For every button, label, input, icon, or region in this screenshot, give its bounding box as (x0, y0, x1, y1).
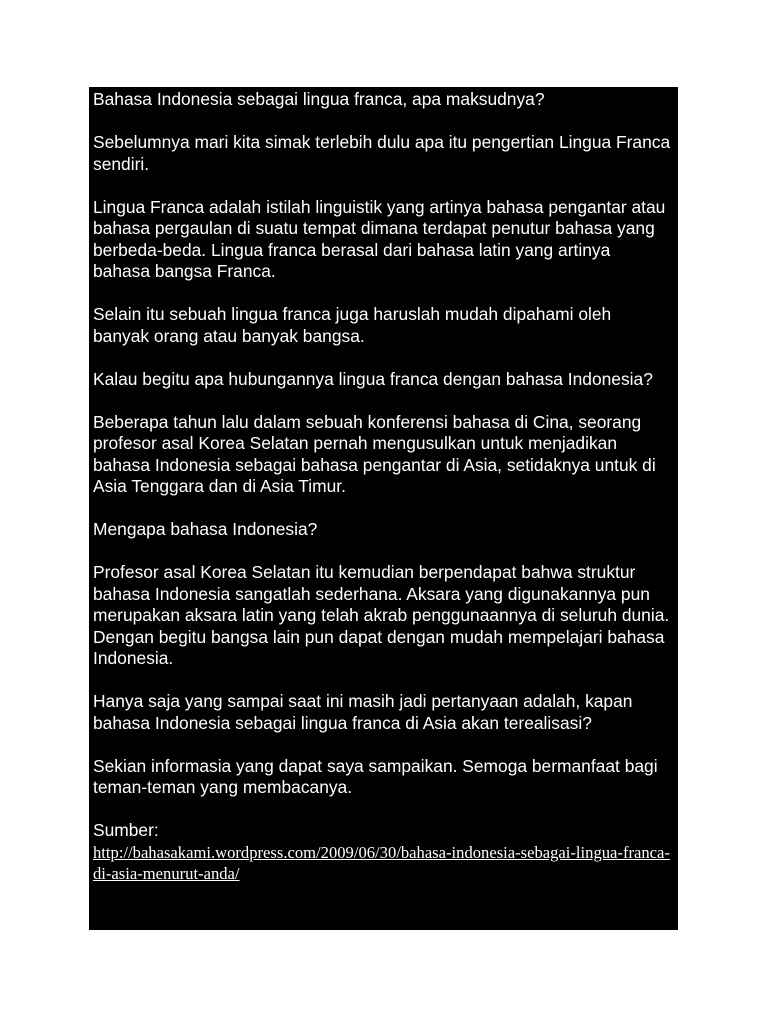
paragraph-closing: Sekian informasia yang dapat saya sampaikan. Semoga bermanfaat bagi teman-teman yang membacanya. (93, 755, 658, 797)
paragraph-open-question: Hanya saja yang sampai saat ini masih jadi pertanyaan adalah, kapan bahasa Indonesia sebagai lingua franca di Asia akan terealisasi? (93, 691, 633, 733)
paragraph-conference: Beberapa tahun lalu dalam sebuah konferensi bahasa di Cina, seorang profesor asal Korea Selatan pernah mengusulkan untuk menjadikan bahasa Indonesia sebagai bahasa pengantar di Asia, setidaknya untuk di Asia Tenggara dan di Asia Timur. (93, 411, 656, 496)
source-label: Sumber: (93, 820, 159, 840)
document-text-block (89, 87, 678, 930)
paragraph-intro: Sebelumnya mari kita simak terlebih dulu apa itu pengertian Lingua Franca sendiri. (93, 132, 671, 174)
paragraph-title-question: Bahasa Indonesia sebagai lingua franca, apa maksudnya? (93, 89, 545, 109)
paragraph-professor-opinion: Profesor asal Korea Selatan itu kemudian berpendapat bahwa struktur bahasa Indonesia sangatlah sederhana. Aksara yang digunakannya pun merupakan aksara latin yang telah akrab penggunaannya di seluruh dunia. Dengan begitu bangsa lain pun dapat dengan mudah mempelajari bahasa Indonesia. (93, 562, 670, 668)
source-link[interactable]: http://bahasakami.wordpress.com/2009/06/30/bahasa-indonesia-sebagai-lingua-franca-di-asia-menurut-anda/ (93, 842, 670, 883)
paragraph-definition: Lingua Franca adalah istilah linguistik yang artinya bahasa pengantar atau bahasa pergaulan di suatu tempat dimana terdapat penutur bahasa yang berbeda-beda. Lingua franca berasal dari bahasa latin yang artinya bahasa bangsa Franca. (93, 196, 666, 281)
paragraph-relation-question: Kalau begitu apa hubungannya lingua franca dengan bahasa Indonesia? (93, 368, 653, 389)
paragraph-why-question: Mengapa bahasa Indonesia? (93, 519, 318, 539)
paragraph-easy-to-understand: Selain itu sebuah lingua franca juga haruslah mudah dipahami oleh banyak orang atau banyak bangsa. (93, 304, 612, 346)
